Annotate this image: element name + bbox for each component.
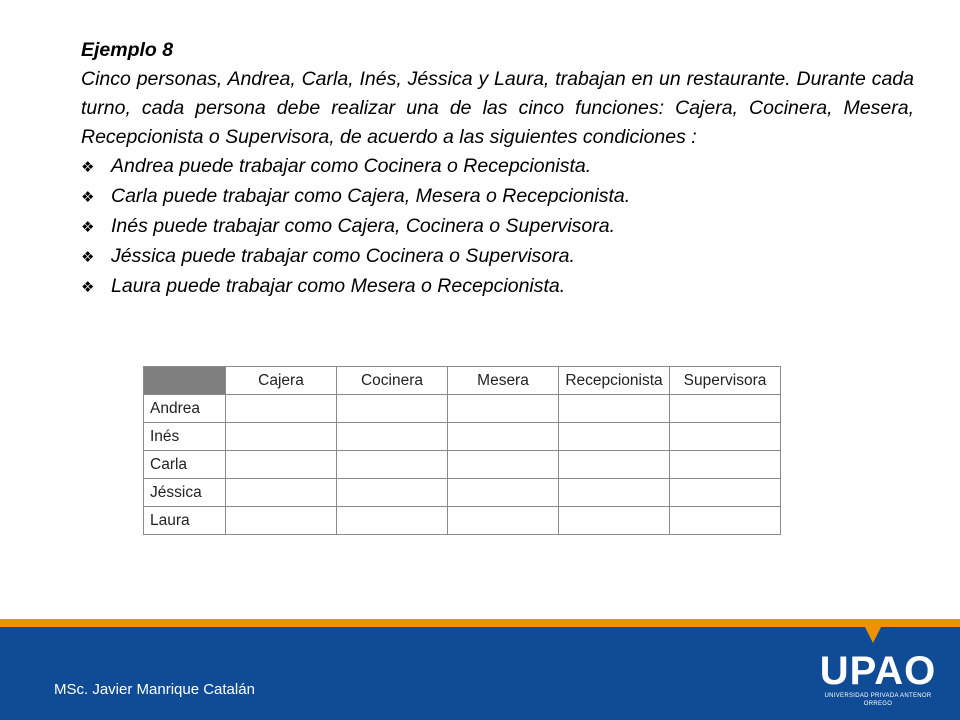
grid-cell <box>226 395 337 423</box>
grid-cell <box>337 423 448 451</box>
intro-paragraph: Cinco personas, Andrea, Carla, Inés, Jéssica y Laura, trabajan en un restaurante. Durante cada turno, cada persona debe realizar una de las cinco funciones: Cajera, Cocinera, Mesera, Recepcionista o Supervisora, de acuerdo a las siguientes condiciones : <box>81 68 914 148</box>
table-header-row <box>144 367 781 395</box>
column-header: Mesera <box>448 367 559 395</box>
grid-cell <box>670 395 781 423</box>
grid-cell <box>448 507 559 535</box>
table-row <box>144 451 781 479</box>
row-header: Jéssica <box>144 479 226 507</box>
grid-cell <box>448 423 559 451</box>
author-name: MSc. Javier Manrique Catalán <box>54 681 255 698</box>
grid-cell <box>448 395 559 423</box>
table-row <box>144 507 781 535</box>
slide-title: Ejemplo 8 <box>81 39 174 61</box>
upao-logo <box>818 650 938 708</box>
grid-cell <box>559 507 670 535</box>
diamond-bullet-icon: ❖ <box>81 249 95 266</box>
table-row <box>144 423 781 451</box>
footer-bar <box>0 627 960 720</box>
grid-cell <box>670 451 781 479</box>
grid-cell <box>337 507 448 535</box>
grid-cell <box>670 423 781 451</box>
logo-wordmark: UPAO <box>819 649 937 693</box>
column-header: Recepcionista <box>559 367 670 395</box>
grid-cell <box>670 479 781 507</box>
footer-notch <box>864 625 882 643</box>
condition-item: ❖ Jéssica puede trabajar como Cocinera o Supervisora. <box>81 242 914 272</box>
conditions-list <box>81 152 914 302</box>
condition-item: ❖ Laura puede trabajar como Mesera o Recepcionista. <box>81 272 914 302</box>
grid-cell <box>337 451 448 479</box>
column-header: Cajera <box>226 367 337 395</box>
row-header: Inés <box>144 423 226 451</box>
footer-accent-line <box>0 619 960 627</box>
condition-item: ❖ Carla puede trabajar como Cajera, Mesera o Recepcionista. <box>81 182 914 212</box>
condition-item: ❖ Andrea puede trabajar como Cocinera o Recepcionista. <box>81 152 914 182</box>
logo-subtitle: UNIVERSIDAD PRIVADA ANTENOR ORREGO <box>824 693 932 707</box>
grid-cell <box>559 451 670 479</box>
row-header: Carla <box>144 451 226 479</box>
diamond-bullet-icon: ❖ <box>81 279 95 296</box>
grid-cell <box>226 423 337 451</box>
slide-content <box>81 36 914 302</box>
row-header: Laura <box>144 507 226 535</box>
grid-cell <box>448 479 559 507</box>
condition-item: ❖ Inés puede trabajar como Cajera, Cocinera o Supervisora. <box>81 212 914 242</box>
grid-cell <box>559 479 670 507</box>
diamond-bullet-icon: ❖ <box>81 189 95 206</box>
diamond-bullet-icon: ❖ <box>81 219 95 236</box>
table-corner-cell <box>144 367 226 395</box>
grid-cell <box>448 451 559 479</box>
row-header: Andrea <box>144 395 226 423</box>
column-header: Supervisora <box>670 367 781 395</box>
grid-cell <box>226 479 337 507</box>
table-row <box>144 479 781 507</box>
grid-cell <box>559 423 670 451</box>
column-header: Cocinera <box>337 367 448 395</box>
assignment-table <box>143 366 781 535</box>
grid-cell <box>559 395 670 423</box>
diamond-bullet-icon: ❖ <box>81 159 95 176</box>
grid-cell <box>226 451 337 479</box>
grid-cell <box>337 479 448 507</box>
grid-cell <box>226 507 337 535</box>
grid-cell <box>337 395 448 423</box>
grid-cell <box>670 507 781 535</box>
table-row <box>144 395 781 423</box>
